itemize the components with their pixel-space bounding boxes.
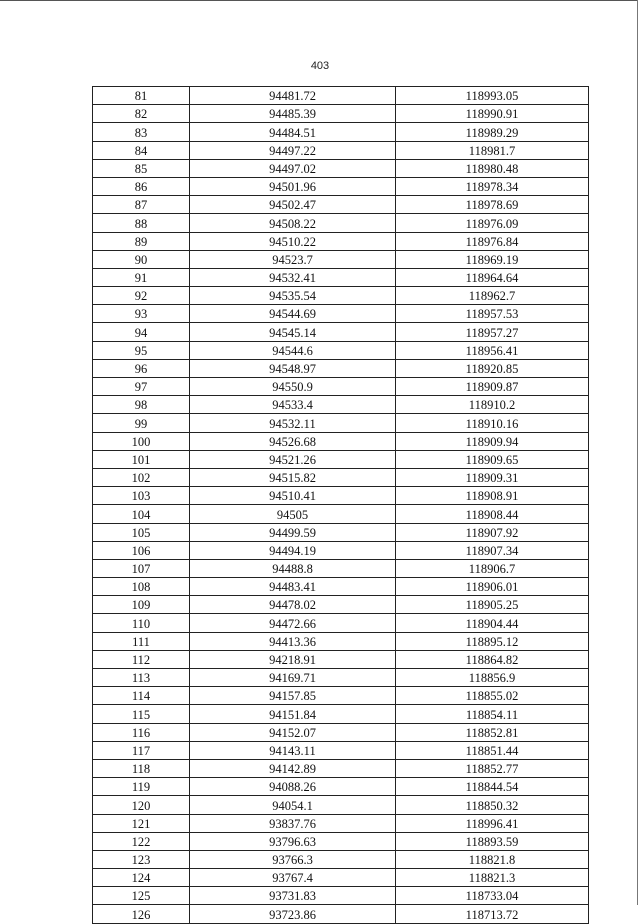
table-row (93, 378, 589, 396)
table-row (93, 396, 589, 414)
y-coordinate-cell: 118978.34 (396, 177, 589, 195)
table-row (93, 123, 589, 141)
x-coordinate-cell: 94157.85 (190, 687, 396, 705)
y-coordinate-cell: 118996.41 (396, 814, 589, 832)
x-coordinate-cell: 94152.07 (190, 723, 396, 741)
x-coordinate-cell: 94218.91 (190, 650, 396, 668)
point-number-cell: 114 (93, 687, 190, 705)
table-row (93, 232, 589, 250)
y-coordinate-cell: 118909.94 (396, 432, 589, 450)
page-number: 403 (310, 60, 330, 72)
table-row (93, 323, 589, 341)
point-number-cell: 122 (93, 832, 190, 850)
point-number-cell: 126 (93, 905, 190, 923)
x-coordinate-cell: 94510.22 (190, 232, 396, 250)
table-row (93, 268, 589, 286)
point-number-cell: 113 (93, 669, 190, 687)
x-coordinate-cell: 94548.97 (190, 359, 396, 377)
y-coordinate-cell: 118976.09 (396, 214, 589, 232)
x-coordinate-cell: 94544.6 (190, 341, 396, 359)
x-coordinate-cell: 94483.41 (190, 578, 396, 596)
table-row (93, 814, 589, 832)
y-coordinate-cell: 118844.54 (396, 778, 589, 796)
point-number-cell: 108 (93, 578, 190, 596)
table-row (93, 850, 589, 868)
table-row (93, 632, 589, 650)
x-coordinate-cell: 94494.19 (190, 541, 396, 559)
table-row (93, 468, 589, 486)
table-row (93, 687, 589, 705)
table-row (93, 214, 589, 232)
x-coordinate-cell: 94550.9 (190, 378, 396, 396)
point-number-cell: 91 (93, 268, 190, 286)
table-row (93, 778, 589, 796)
x-coordinate-cell: 94472.66 (190, 614, 396, 632)
x-coordinate-cell: 94544.69 (190, 305, 396, 323)
y-coordinate-cell: 118980.48 (396, 159, 589, 177)
y-coordinate-cell: 118713.72 (396, 905, 589, 923)
point-number-cell: 124 (93, 869, 190, 887)
point-number-cell: 121 (93, 814, 190, 832)
y-coordinate-cell: 118957.53 (396, 305, 589, 323)
point-number-cell: 116 (93, 723, 190, 741)
x-coordinate-cell: 94485.39 (190, 105, 396, 123)
coordinate-table-body (93, 87, 589, 924)
x-coordinate-cell: 94515.82 (190, 468, 396, 486)
y-coordinate-cell: 118855.02 (396, 687, 589, 705)
y-coordinate-cell: 118856.9 (396, 669, 589, 687)
y-coordinate-cell: 118907.92 (396, 523, 589, 541)
x-coordinate-cell: 94497.02 (190, 159, 396, 177)
y-coordinate-cell: 118909.65 (396, 450, 589, 468)
x-coordinate-cell: 94532.11 (190, 414, 396, 432)
table-row (93, 614, 589, 632)
table-row (93, 341, 589, 359)
table-row (93, 869, 589, 887)
y-coordinate-cell: 118852.77 (396, 759, 589, 777)
point-number-cell: 82 (93, 105, 190, 123)
point-number-cell: 123 (93, 850, 190, 868)
y-coordinate-cell: 118904.44 (396, 614, 589, 632)
x-coordinate-cell: 94508.22 (190, 214, 396, 232)
point-number-cell: 117 (93, 741, 190, 759)
x-coordinate-cell: 94521.26 (190, 450, 396, 468)
table-row (93, 559, 589, 577)
point-number-cell: 85 (93, 159, 190, 177)
point-number-cell: 111 (93, 632, 190, 650)
table-row (93, 578, 589, 596)
y-coordinate-cell: 118906.7 (396, 559, 589, 577)
point-number-cell: 125 (93, 887, 190, 905)
y-coordinate-cell: 118990.91 (396, 105, 589, 123)
x-coordinate-cell: 93837.76 (190, 814, 396, 832)
table-row (93, 523, 589, 541)
table-row (93, 741, 589, 759)
table-row (93, 87, 589, 105)
x-coordinate-cell: 94054.1 (190, 796, 396, 814)
x-coordinate-cell: 94535.54 (190, 287, 396, 305)
point-number-cell: 90 (93, 250, 190, 268)
x-coordinate-cell: 93731.83 (190, 887, 396, 905)
x-coordinate-cell: 94484.51 (190, 123, 396, 141)
y-coordinate-cell: 118920.85 (396, 359, 589, 377)
x-coordinate-cell: 94478.02 (190, 596, 396, 614)
table-row (93, 305, 589, 323)
point-number-cell: 84 (93, 141, 190, 159)
point-number-cell: 103 (93, 487, 190, 505)
y-coordinate-cell: 118905.25 (396, 596, 589, 614)
table-row (93, 450, 589, 468)
point-number-cell: 104 (93, 505, 190, 523)
x-coordinate-cell: 94523.7 (190, 250, 396, 268)
point-number-cell: 112 (93, 650, 190, 668)
table-row (93, 159, 589, 177)
point-number-cell: 109 (93, 596, 190, 614)
x-coordinate-cell: 94526.68 (190, 432, 396, 450)
y-coordinate-cell: 118854.11 (396, 705, 589, 723)
point-number-cell: 93 (93, 305, 190, 323)
table-row (93, 796, 589, 814)
point-number-cell: 99 (93, 414, 190, 432)
x-coordinate-cell: 94488.8 (190, 559, 396, 577)
point-number-cell: 107 (93, 559, 190, 577)
table-row (93, 505, 589, 523)
y-coordinate-cell: 118956.41 (396, 341, 589, 359)
table-row (93, 250, 589, 268)
coordinate-table (92, 86, 589, 924)
x-coordinate-cell: 94169.71 (190, 669, 396, 687)
point-number-cell: 88 (93, 214, 190, 232)
x-coordinate-cell: 94088.26 (190, 778, 396, 796)
x-coordinate-cell: 94532.41 (190, 268, 396, 286)
table-row (93, 414, 589, 432)
point-number-cell: 100 (93, 432, 190, 450)
table-row (93, 177, 589, 195)
x-coordinate-cell: 93796.63 (190, 832, 396, 850)
point-number-cell: 97 (93, 378, 190, 396)
point-number-cell: 102 (93, 468, 190, 486)
x-coordinate-cell: 94545.14 (190, 323, 396, 341)
point-number-cell: 105 (93, 523, 190, 541)
x-coordinate-cell: 94151.84 (190, 705, 396, 723)
x-coordinate-cell: 94510.41 (190, 487, 396, 505)
y-coordinate-cell: 118962.7 (396, 287, 589, 305)
point-number-cell: 92 (93, 287, 190, 305)
table-row (93, 541, 589, 559)
y-coordinate-cell: 118906.01 (396, 578, 589, 596)
table-row (93, 887, 589, 905)
y-coordinate-cell: 118989.29 (396, 123, 589, 141)
x-coordinate-cell: 94502.47 (190, 196, 396, 214)
y-coordinate-cell: 118964.64 (396, 268, 589, 286)
y-coordinate-cell: 118969.19 (396, 250, 589, 268)
x-coordinate-cell: 94481.72 (190, 87, 396, 105)
y-coordinate-cell: 118907.34 (396, 541, 589, 559)
table-row (93, 359, 589, 377)
point-number-cell: 115 (93, 705, 190, 723)
table-row (93, 832, 589, 850)
table-row (93, 759, 589, 777)
table-row (93, 487, 589, 505)
table-row (93, 905, 589, 923)
table-row (93, 650, 589, 668)
y-coordinate-cell: 118981.7 (396, 141, 589, 159)
point-number-cell: 95 (93, 341, 190, 359)
y-coordinate-cell: 118909.87 (396, 378, 589, 396)
y-coordinate-cell: 118909.31 (396, 468, 589, 486)
y-coordinate-cell: 118851.44 (396, 741, 589, 759)
x-coordinate-cell: 94501.96 (190, 177, 396, 195)
x-coordinate-cell: 93767.4 (190, 869, 396, 887)
y-coordinate-cell: 118978.69 (396, 196, 589, 214)
x-coordinate-cell: 93766.3 (190, 850, 396, 868)
table-row (93, 141, 589, 159)
point-number-cell: 83 (93, 123, 190, 141)
x-coordinate-cell: 94505 (190, 505, 396, 523)
table-row (93, 723, 589, 741)
table-row (93, 432, 589, 450)
x-coordinate-cell: 94142.89 (190, 759, 396, 777)
y-coordinate-cell: 118821.8 (396, 850, 589, 868)
x-coordinate-cell: 94533.4 (190, 396, 396, 414)
y-coordinate-cell: 118976.84 (396, 232, 589, 250)
x-coordinate-cell: 94413.36 (190, 632, 396, 650)
table-row (93, 669, 589, 687)
table-row (93, 705, 589, 723)
point-number-cell: 87 (93, 196, 190, 214)
point-number-cell: 86 (93, 177, 190, 195)
y-coordinate-cell: 118957.27 (396, 323, 589, 341)
table-row (93, 105, 589, 123)
point-number-cell: 94 (93, 323, 190, 341)
page-border-right (637, 0, 638, 905)
y-coordinate-cell: 118910.2 (396, 396, 589, 414)
x-coordinate-cell: 94497.22 (190, 141, 396, 159)
y-coordinate-cell: 118908.91 (396, 487, 589, 505)
y-coordinate-cell: 118908.44 (396, 505, 589, 523)
point-number-cell: 98 (93, 396, 190, 414)
x-coordinate-cell: 93723.86 (190, 905, 396, 923)
x-coordinate-cell: 94143.11 (190, 741, 396, 759)
y-coordinate-cell: 118993.05 (396, 87, 589, 105)
point-number-cell: 96 (93, 359, 190, 377)
table-row (93, 287, 589, 305)
y-coordinate-cell: 118850.32 (396, 796, 589, 814)
point-number-cell: 81 (93, 87, 190, 105)
point-number-cell: 89 (93, 232, 190, 250)
x-coordinate-cell: 94499.59 (190, 523, 396, 541)
y-coordinate-cell: 118893.59 (396, 832, 589, 850)
y-coordinate-cell: 118910.16 (396, 414, 589, 432)
point-number-cell: 110 (93, 614, 190, 632)
point-number-cell: 106 (93, 541, 190, 559)
point-number-cell: 119 (93, 778, 190, 796)
page-border-top (0, 0, 638, 1)
table-row (93, 596, 589, 614)
point-number-cell: 118 (93, 759, 190, 777)
y-coordinate-cell: 118895.12 (396, 632, 589, 650)
y-coordinate-cell: 118864.82 (396, 650, 589, 668)
point-number-cell: 101 (93, 450, 190, 468)
point-number-cell: 120 (93, 796, 190, 814)
table-row (93, 196, 589, 214)
y-coordinate-cell: 118733.04 (396, 887, 589, 905)
y-coordinate-cell: 118852.81 (396, 723, 589, 741)
y-coordinate-cell: 118821.3 (396, 869, 589, 887)
